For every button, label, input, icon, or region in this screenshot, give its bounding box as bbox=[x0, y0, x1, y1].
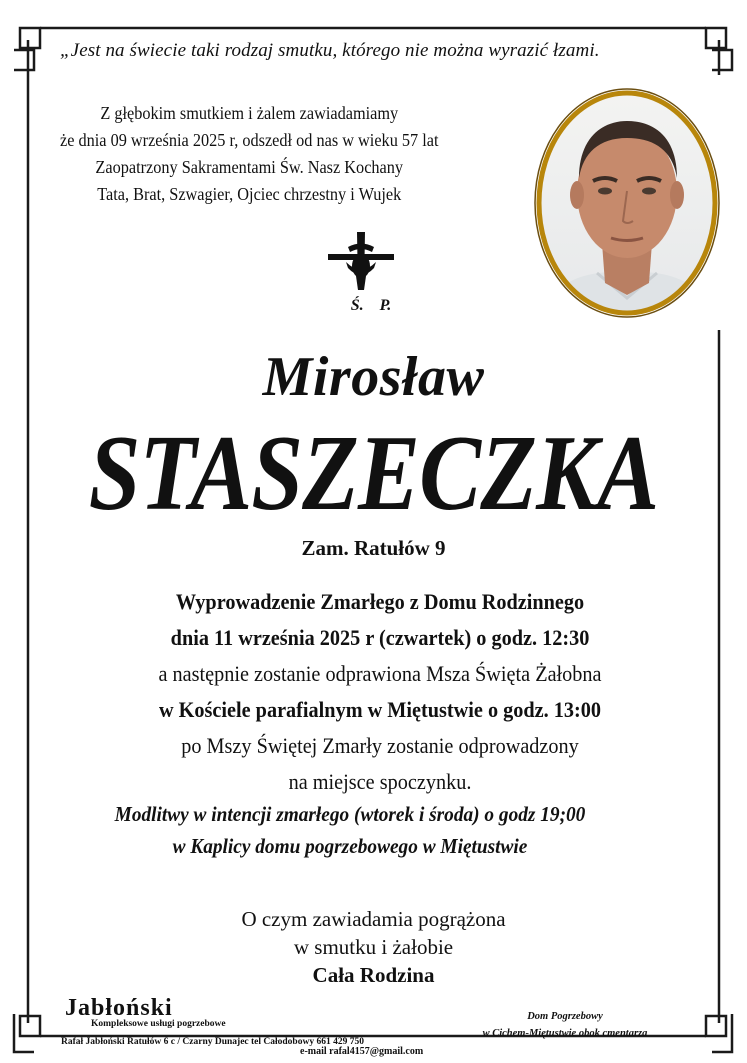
family-line: O czym zawiadamia pogrążona bbox=[241, 907, 506, 931]
portrait-photo bbox=[527, 83, 727, 323]
intro-line: Z głębokim smutkiem i żalem zawiadamiamy bbox=[100, 103, 399, 123]
funeral-home-location bbox=[455, 1008, 675, 1042]
quote-text: „Jest na świecie taki rodzaj smutku, którego nie można wyrazić łzami. bbox=[60, 40, 600, 61]
family-signature bbox=[0, 905, 747, 989]
announcement-intro bbox=[40, 100, 459, 208]
deceased-last-name: STASZECZKA bbox=[88, 414, 659, 533]
funeral-home-email: e-mail rafal4157@gmail.com bbox=[300, 1046, 424, 1057]
funeral-line: dnia 11 września 2025 r (czwartek) o godz. 12:30 bbox=[170, 625, 590, 650]
intro-line: że dnia 09 września 2025 r, odszedł od nas w wieku 57 lat bbox=[59, 130, 439, 150]
logo-tagline: Kompleksowe usługi pogrzebowe bbox=[91, 1019, 226, 1029]
home-line: w Cichem-Miętustwie obok cmentarza bbox=[482, 1028, 648, 1039]
deceased-first-name: Mirosław bbox=[262, 346, 485, 408]
prayer-line: Modlitwy w intencji zmarłego (wtorek i środa) o godz 19;00 bbox=[114, 802, 586, 826]
prayer-line: w Kaplicy domu pogrzebowego w Miętustwie bbox=[172, 834, 528, 858]
funeral-details bbox=[119, 584, 641, 800]
intro-line: Zaopatrzony Sakramentami Św. Nasz Kochany bbox=[95, 157, 404, 177]
funeral-home-logo bbox=[61, 995, 415, 1048]
intro-line: Tata, Brat, Szwagier, Ojciec chrzestny i Wujek bbox=[97, 184, 402, 204]
funeral-line: a następnie zostanie odprawiona Msza Święta Żałobna bbox=[158, 661, 602, 686]
funeral-home-address: Rafał Jabłoński Ratułów 6 c / Czarny Dunajec tel Całodobowy 661 429 750 bbox=[61, 1037, 364, 1047]
funeral-line: po Mszy Świętej Zmarły zostanie odprowadzony bbox=[181, 733, 579, 758]
family-line: w smutku i żałobie bbox=[293, 935, 454, 959]
funeral-line: na miejsce spoczynku. bbox=[288, 769, 472, 794]
funeral-line: w Kościele parafialnym w Miętustwie o godz. 13:00 bbox=[158, 697, 602, 722]
funeral-line: Wyprowadzenie Zmarłego z Domu Rodzinnego bbox=[175, 589, 585, 614]
prayer-info bbox=[65, 798, 635, 862]
sp-label: Ś. P. bbox=[350, 297, 392, 314]
family-line: Cała Rodzina bbox=[312, 963, 435, 987]
home-line: Dom Pogrzebowy bbox=[527, 1011, 603, 1022]
logo-name: Jabłoński bbox=[65, 995, 173, 1021]
deceased-address: Zam. Ratułów 9 bbox=[301, 536, 446, 560]
